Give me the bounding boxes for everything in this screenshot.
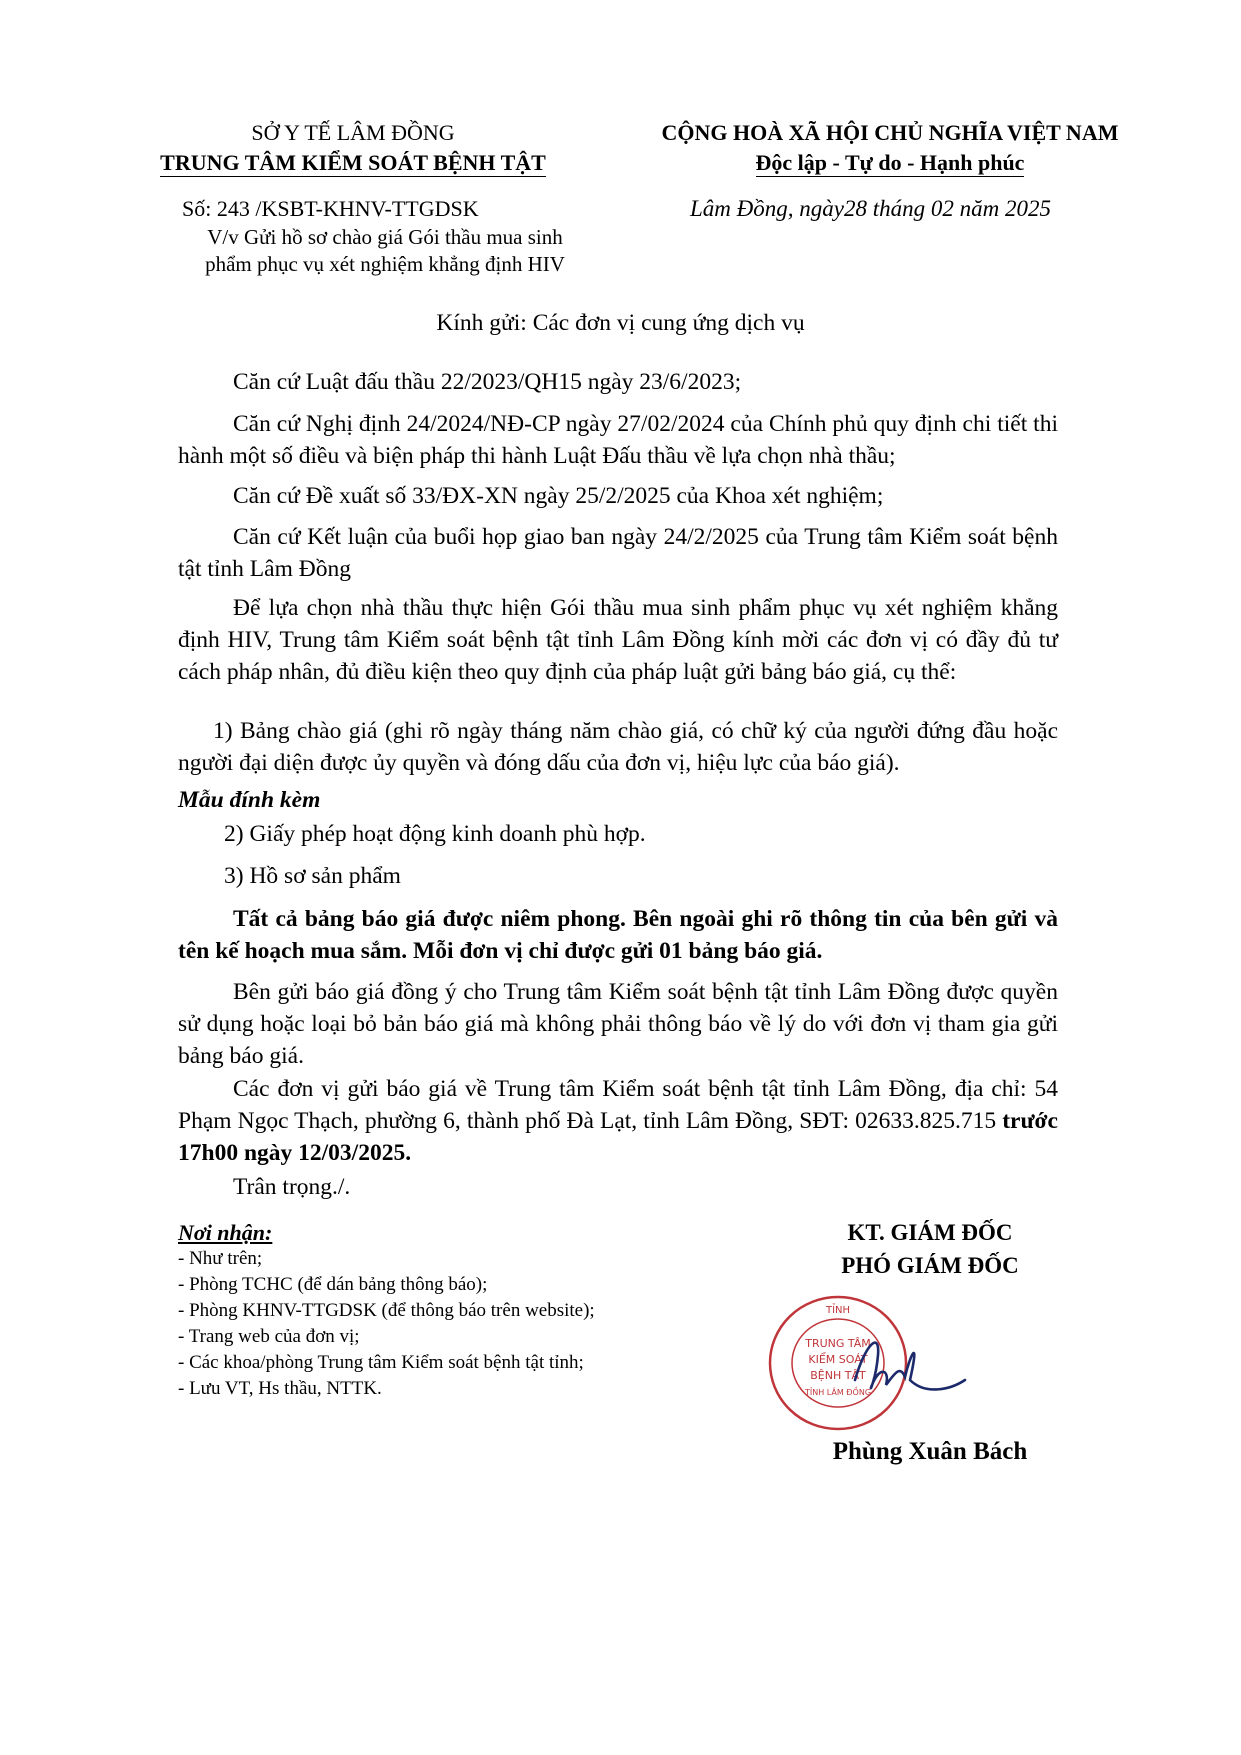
recipients-title: Nơi nhận: xyxy=(178,1220,273,1245)
requirement-item-2: 2) Giấy phép hoạt động kinh doanh phù hợp. xyxy=(224,821,646,847)
right-header xyxy=(620,118,1160,178)
paragraph-legal-basis-4: Căn cứ Kết luận của buổi họp giao ban ngày 24/2/2025 của Trung tâm Kiểm soát bệnh tật tỉnh Lâm Đồng xyxy=(178,524,1058,582)
submission-address-text: Các đơn vị gửi báo giá về Trung tâm Kiểm soát bệnh tật tỉnh Lâm Đồng, địa chỉ: 54 Phạm Ngọc Thạch, phường 6, thành phố Đà Lạt, tỉnh Lâm Đồng, SĐT: 02633.825.715 xyxy=(178,1076,1058,1134)
stamp-top-text: TỈNH xyxy=(825,1305,851,1316)
national-motto: Độc lập - Tự do - Hạnh phúc xyxy=(755,150,1025,175)
list-item: - Phòng KHNV-TTGDSK (để thông báo trên website); xyxy=(178,1300,595,1321)
stamp-line-2: KIỂM SOÁT xyxy=(808,1353,868,1366)
requirement-item-1: 1) Bảng chào giá (ghi rõ ngày tháng năm chào giá, có chữ ký của người đứng đầu hoặc người đại diện được ủy quyền và đóng dấu của đơn vị, hiệu lực của báo giá). xyxy=(178,718,1058,776)
signature-block xyxy=(780,1216,1080,1282)
official-stamp-seal xyxy=(760,1285,1000,1435)
paragraph-submission-address xyxy=(178,1073,1058,1169)
country-name: CỘNG HOÀ XÃ HỘI CHỦ NGHĨA VIỆT NAM xyxy=(661,120,1119,145)
submission-deadline: trước 17h00 ngày 12/03/2025. xyxy=(178,1108,1058,1166)
paragraph-rights: Bên gửi báo giá đồng ý cho Trung tâm Kiểm soát bệnh tật tỉnh Lâm Đồng được quyền sử dụng hoặc loại bỏ bản báo giá mà không phải thông báo về lý do với đơn vị tham gia gửi bảng báo giá. xyxy=(178,979,1058,1069)
recipients-list xyxy=(178,1220,738,1402)
paragraph-legal-basis-1: Căn cứ Luật đấu thầu 22/2023/QH15 ngày 23/6/2023; xyxy=(233,369,742,395)
dept-name: SỞ Y TẾ LÂM ĐỒNG xyxy=(251,120,455,145)
list-item: - Lưu VT, Hs thầu, NTTK. xyxy=(178,1378,382,1399)
addressee: Kính gửi: Các đơn vị cung ứng dịch vụ xyxy=(436,310,805,336)
stamp-line-4: TỈNH LÂM ĐỒNG xyxy=(804,1388,872,1397)
paragraph-invitation: Để lựa chọn nhà thầu thực hiện Gói thầu mua sinh phẩm phục vụ xét nghiệm khẳng định HIV, Trung tâm Kiểm soát bệnh tật tỉnh Lâm Đồng kính mời các đơn vị có đầy đủ tư cách pháp nhân, đủ điều kiện theo quy định của pháp luật gửi bảng báo giá, cụ thể: xyxy=(178,595,1058,685)
signer-title-1: KT. GIÁM ĐỐC xyxy=(847,1220,1013,1245)
handwritten-signature xyxy=(855,1343,965,1390)
signer-title-2: PHÓ GIÁM ĐỐC xyxy=(841,1253,1019,1278)
org-name: TRUNG TÂM KIỂM SOÁT BỆNH TẬT xyxy=(160,150,546,175)
subject-line-1: V/v Gửi hồ sơ chào giá Gói thầu mua sinh xyxy=(207,225,563,249)
document-number: Số: 243 /KSBT-KHNV-TTGDSK xyxy=(182,196,479,221)
sealing-notice: Tất cả bảng báo giá được niêm phong. Bên ngoài ghi rõ thông tin của bên gửi và tên kế hoạch mua sắm. Mỗi đơn vị chỉ được gửi 01 bảng báo giá. xyxy=(178,906,1058,964)
issue-date: Lâm Đồng, ngày28 tháng 02 năm 2025 xyxy=(690,196,1051,221)
closing-phrase: Trân trọng./. xyxy=(233,1174,351,1200)
stamp-line-1: TRUNG TÂM xyxy=(805,1337,871,1350)
attachment-note: Mẫu đính kèm xyxy=(178,787,321,813)
left-header xyxy=(118,118,588,178)
paragraph-legal-basis-2: Căn cứ Nghị định 24/2024/NĐ-CP ngày 27/02/2024 của Chính phủ quy định chi tiết thi hành một số điều và biện pháp thi hành Luật Đấu thầu về lựa chọn nhà thầu; xyxy=(178,411,1058,469)
paragraph-legal-basis-3: Căn cứ Đề xuất số 33/ĐX-XN ngày 25/2/2025 của Khoa xét nghiệm; xyxy=(233,483,884,509)
list-item: - Phòng TCHC (để dán bảng thông báo); xyxy=(178,1274,488,1295)
requirement-item-3: 3) Hồ sơ sản phẩm xyxy=(224,863,401,889)
document-subject xyxy=(170,224,600,278)
list-item: - Như trên; xyxy=(178,1248,263,1269)
subject-line-2: phẩm phục vụ xét nghiệm khẳng định HIV xyxy=(205,252,565,276)
stamp-line-3: BỆNH TẬT xyxy=(810,1369,866,1382)
signer-name: Phùng Xuân Bách xyxy=(832,1438,1028,1465)
list-item: - Trang web của đơn vị; xyxy=(178,1326,360,1347)
list-item: - Các khoa/phòng Trung tâm Kiểm soát bệnh tật tỉnh; xyxy=(178,1352,584,1373)
